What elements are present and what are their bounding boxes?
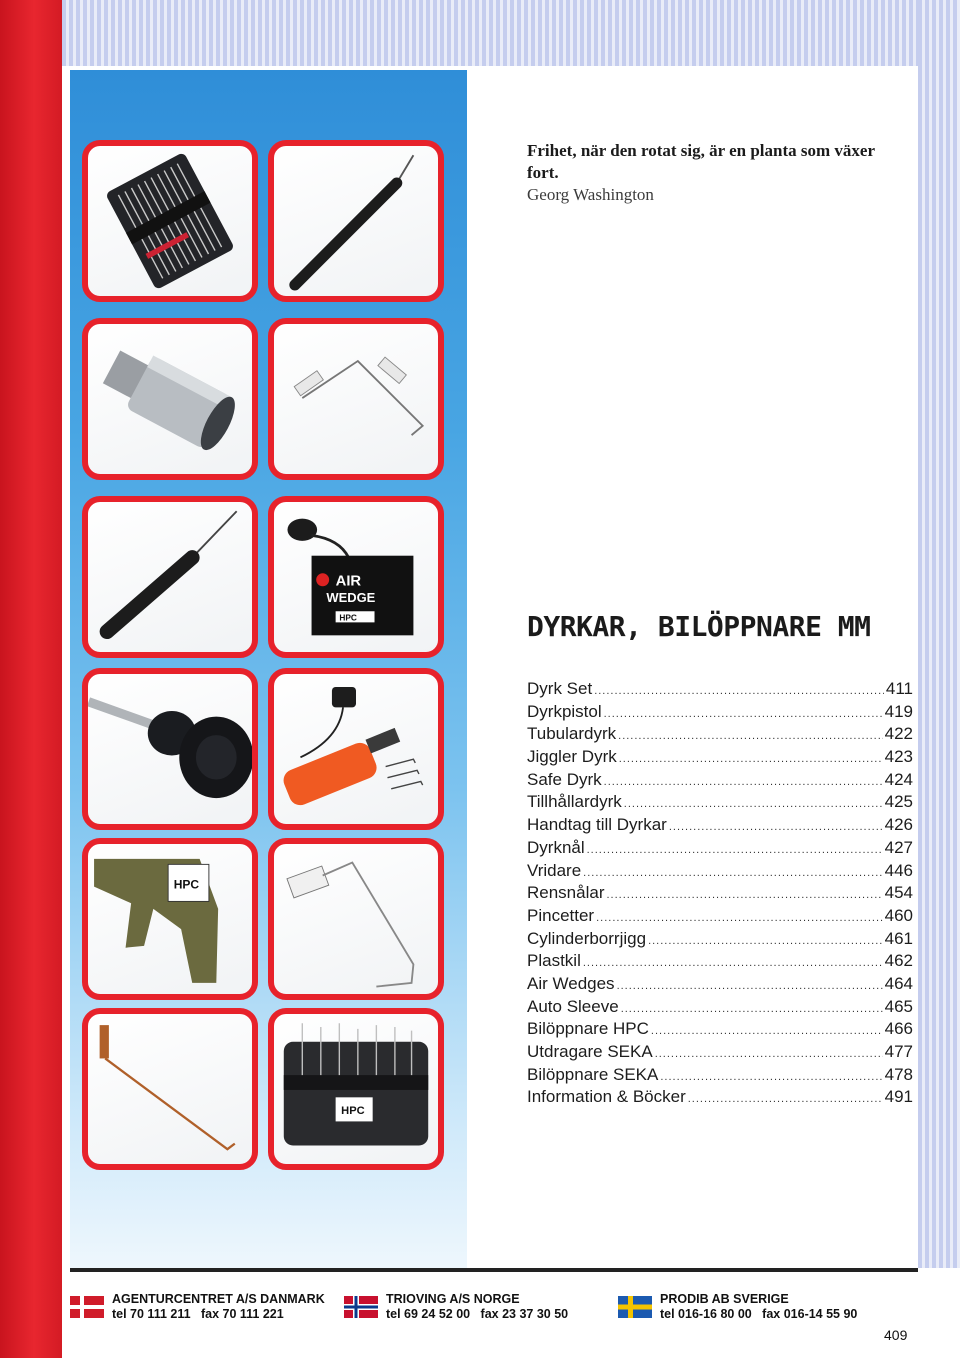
toc-dot-leader xyxy=(594,685,884,697)
toc-entry-page: 446 xyxy=(884,860,913,880)
tile-electric-pick-gun xyxy=(268,668,444,830)
toc-entry xyxy=(527,747,913,770)
toc-entry-page: 464 xyxy=(884,973,913,993)
pick-set-case-image xyxy=(88,146,252,296)
quote-text: Frihet, när den rotat sig, är en planta som växer fort. xyxy=(527,141,875,182)
toc-entry-label: Tillhållardyrk xyxy=(527,792,622,812)
tension-wires-image xyxy=(274,324,438,474)
toc-entry xyxy=(527,1019,913,1042)
table-of-contents xyxy=(527,679,913,1110)
contact-sweden-fax: fax 016-14 55 90 xyxy=(762,1307,858,1321)
pick-handle-image xyxy=(274,146,438,296)
toc-entry xyxy=(527,724,913,747)
toc-entry xyxy=(527,951,913,974)
toc-entry xyxy=(527,1087,913,1110)
toc-entry-page: 478 xyxy=(884,1064,913,1084)
toc-dot-leader xyxy=(624,798,883,810)
toc-entry-page: 477 xyxy=(884,1042,913,1061)
contact-denmark xyxy=(70,1292,325,1322)
sweden-flag-icon xyxy=(618,1296,652,1318)
toc-dot-leader xyxy=(648,935,883,947)
air-wedge-hpc-badge: HPC xyxy=(339,612,357,623)
denmark-flag-icon xyxy=(70,1296,104,1318)
tile-hpc-pick-case xyxy=(268,1008,444,1170)
tile-door-opener-rod xyxy=(268,838,444,1000)
toc-entry-page: 462 xyxy=(884,951,913,971)
toc-entry-label: Information & Böcker xyxy=(527,1087,686,1107)
tile-pick-set-case xyxy=(82,140,258,302)
toc-dot-leader xyxy=(604,708,883,720)
top-decorative-band xyxy=(62,0,960,66)
tile-pick-needle xyxy=(82,496,258,658)
door-opener-rod-image xyxy=(274,844,438,994)
contact-denmark-fax: fax 70 111 221 xyxy=(200,1307,284,1321)
toc-dot-leader xyxy=(669,821,883,833)
quote-block xyxy=(527,140,897,206)
toc-entry xyxy=(527,702,913,725)
page-number: 409 xyxy=(884,1327,908,1343)
toc-entry-label: Air Wedges xyxy=(527,973,615,993)
toc-entry xyxy=(527,974,913,997)
toc-entry-page: 461 xyxy=(884,928,913,948)
toc-entry xyxy=(527,997,913,1020)
toc-entry-page: 426 xyxy=(884,815,913,835)
toc-entry-label: Bilöppnare SEKA xyxy=(527,1064,659,1084)
toc-entry xyxy=(527,679,913,702)
tile-tension-wires xyxy=(268,318,444,480)
toc-entry xyxy=(527,770,913,793)
toc-entry xyxy=(527,1065,913,1088)
toc-entry-page: 423 xyxy=(884,747,913,767)
toc-dot-leader xyxy=(604,776,883,788)
pick-needle-image xyxy=(88,502,252,652)
tile-cylinder-tool xyxy=(82,318,258,480)
contact-norway-phone: tel 69 24 52 00 xyxy=(386,1307,471,1321)
toc-entry xyxy=(527,838,913,861)
toc-entry-page: 460 xyxy=(884,905,913,925)
toc-entry xyxy=(527,906,913,929)
toc-entry-label: Jiggler Dyrk xyxy=(527,747,617,767)
tile-pick-handle xyxy=(268,140,444,302)
contact-denmark-name: AGENTURCENTRET A/S DANMARK xyxy=(112,1292,325,1306)
hpc-pick-case-image xyxy=(274,1014,438,1164)
pick-gun-hpc-badge: HPC xyxy=(173,877,200,892)
toc-entry xyxy=(527,861,913,884)
contact-sweden xyxy=(618,1292,857,1322)
tile-wire-hook xyxy=(82,1008,258,1170)
toc-entry-label: Auto Sleeve xyxy=(527,996,619,1016)
electric-pick-gun-image xyxy=(274,674,438,824)
toc-dot-leader xyxy=(587,844,883,856)
quote-author: Georg Washington xyxy=(527,185,654,204)
toc-entry-label: Tubulardyrk xyxy=(527,724,617,744)
footer-divider xyxy=(70,1268,918,1272)
toc-entry-page: 491 xyxy=(884,1087,913,1107)
cylinder-drill-jig-image xyxy=(88,674,252,824)
toc-dot-leader xyxy=(607,889,883,901)
contact-sweden-phone: tel 016-16 80 00 xyxy=(660,1307,752,1321)
toc-entry-page: 466 xyxy=(884,1019,913,1039)
tile-pick-gun xyxy=(82,838,258,1000)
toc-dot-leader xyxy=(619,753,883,765)
red-side-strip xyxy=(0,0,62,1358)
toc-dot-leader xyxy=(660,1071,882,1083)
toc-entry xyxy=(527,929,913,952)
toc-entry-label: Dyrk Set xyxy=(527,679,593,698)
toc-dot-leader xyxy=(583,867,882,879)
contact-norway-fax: fax 23 37 30 50 xyxy=(480,1307,569,1321)
toc-entry-page: 422 xyxy=(884,724,913,744)
toc-dot-leader xyxy=(618,730,882,742)
toc-entry xyxy=(527,815,913,838)
toc-entry-label: Vridare xyxy=(527,860,582,880)
contact-norway xyxy=(344,1292,568,1322)
cylinder-tool-image xyxy=(88,324,252,474)
contact-denmark-phone: tel 70 111 211 xyxy=(112,1307,191,1321)
toc-entry xyxy=(527,792,913,815)
toc-entry xyxy=(527,1042,913,1065)
toc-dot-leader xyxy=(688,1093,883,1105)
contact-sweden-name: PRODIB AB SVERIGE xyxy=(660,1292,789,1306)
toc-entry-label: Rensnålar xyxy=(527,883,605,903)
toc-entry-label: Plastkil xyxy=(527,951,581,971)
toc-entry-label: Utdragare SEKA xyxy=(527,1042,653,1061)
contact-norway-numbers xyxy=(386,1307,568,1322)
toc-entry-label: Dyrknål xyxy=(527,837,585,857)
toc-entry-label: Handtag till Dyrkar xyxy=(527,815,667,835)
tile-cylinder-drill-jig xyxy=(82,668,258,830)
toc-entry-page: 465 xyxy=(884,996,913,1016)
wire-hook-image xyxy=(88,1014,252,1164)
right-decorative-band xyxy=(918,0,960,1268)
toc-entry-page: 454 xyxy=(884,883,913,903)
contact-denmark-numbers xyxy=(112,1307,325,1322)
toc-dot-leader xyxy=(651,1025,883,1037)
toc-entry-label: Cylinderborrjigg xyxy=(527,928,647,948)
toc-dot-leader xyxy=(583,957,883,969)
section-title: DYRKAR, BILÖPPNARE MM xyxy=(527,610,871,643)
toc-entry-label: Dyrkpistol xyxy=(527,701,602,721)
case-hpc-badge: HPC xyxy=(341,1105,365,1117)
air-wedge-logo-line2: WEDGE xyxy=(326,590,376,605)
toc-entry xyxy=(527,883,913,906)
toc-entry-page: 424 xyxy=(884,769,913,789)
toc-dot-leader xyxy=(655,1048,883,1060)
air-wedge-logo-line1: AIR xyxy=(335,573,362,590)
toc-dot-leader xyxy=(617,980,883,992)
tile-air-wedge xyxy=(268,496,444,658)
toc-entry-page: 427 xyxy=(884,837,913,857)
air-wedge-image xyxy=(274,502,438,652)
toc-entry-page: 425 xyxy=(884,792,913,812)
contact-sweden-numbers xyxy=(660,1307,857,1322)
contact-norway-name: TRIOVING A/S NORGE xyxy=(386,1292,520,1306)
norway-flag-icon xyxy=(344,1296,378,1318)
toc-entry-label: Pincetter xyxy=(527,905,595,925)
toc-entry-page: 411 xyxy=(885,679,913,698)
toc-entry-label: Safe Dyrk xyxy=(527,769,602,789)
toc-entry-label: Bilöppnare HPC xyxy=(527,1019,649,1039)
pick-gun-image xyxy=(88,844,252,994)
toc-entry-page: 419 xyxy=(884,701,913,721)
toc-dot-leader xyxy=(596,912,883,924)
toc-dot-leader xyxy=(621,1003,883,1015)
